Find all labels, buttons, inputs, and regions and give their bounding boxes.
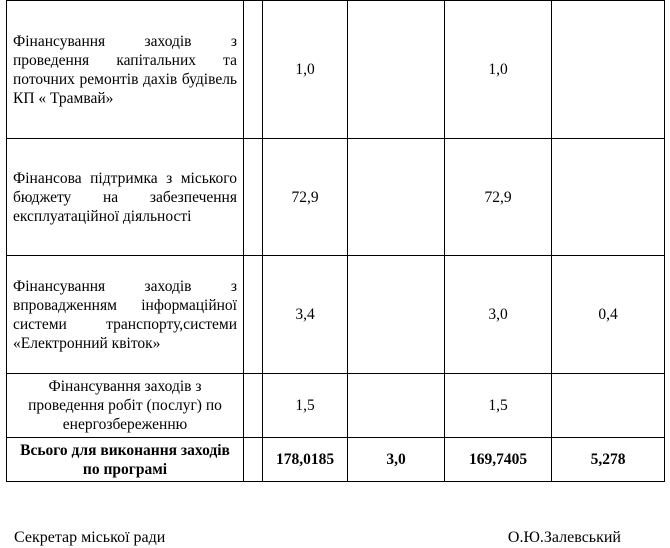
row-name: Фінансування заходів з впровадженням інформаційної системи транспорту,системи «Електронний квіток» xyxy=(7,256,244,374)
value-col3: 3,0 xyxy=(445,256,552,374)
value-col4: 0,4 xyxy=(552,256,665,374)
empty-cell xyxy=(244,256,263,374)
row-name: Фінансування заходів з проведення робіт (послуг) по енергозбереженню xyxy=(7,374,244,438)
empty-cell xyxy=(244,374,263,438)
value-col2 xyxy=(348,374,445,438)
total-value-4: 5,278 xyxy=(552,438,665,482)
empty-cell xyxy=(244,139,263,256)
value-col2 xyxy=(348,256,445,374)
value-col3: 1,5 xyxy=(445,374,552,438)
value-total: 3,4 xyxy=(263,256,348,374)
total-value-1: 178,0185 xyxy=(263,438,348,482)
table-row xyxy=(7,256,665,374)
value-col3: 72,9 xyxy=(445,139,552,256)
total-value-3: 169,7405 xyxy=(445,438,552,482)
budget-table xyxy=(6,0,665,482)
value-total: 72,9 xyxy=(263,139,348,256)
value-col4 xyxy=(552,1,665,139)
total-label: Всього для виконання заходів по програмі xyxy=(7,438,244,482)
row-name: Фінансування заходів з проведення капітальних та поточних ремонтів дахів будівель КП « Трамвай» xyxy=(7,1,244,139)
row-name: Фінансова підтримка з міського бюджету на забезпечення експлуатаційної діяльності xyxy=(7,139,244,256)
value-col4 xyxy=(552,139,665,256)
signature-name: О.Ю.Залевський xyxy=(507,529,621,546)
value-total: 1,5 xyxy=(263,374,348,438)
table-row xyxy=(7,1,665,139)
value-col2 xyxy=(348,1,445,139)
value-col2 xyxy=(348,139,445,256)
empty-cell xyxy=(244,438,263,482)
table-row xyxy=(7,139,665,256)
value-col4 xyxy=(552,374,665,438)
total-row xyxy=(7,438,665,482)
signature-title: Секретар міської ради xyxy=(14,529,166,546)
table-row xyxy=(7,374,665,438)
value-total: 1,0 xyxy=(263,1,348,139)
value-col3: 1,0 xyxy=(445,1,552,139)
total-value-2: 3,0 xyxy=(348,438,445,482)
empty-cell xyxy=(244,1,263,139)
